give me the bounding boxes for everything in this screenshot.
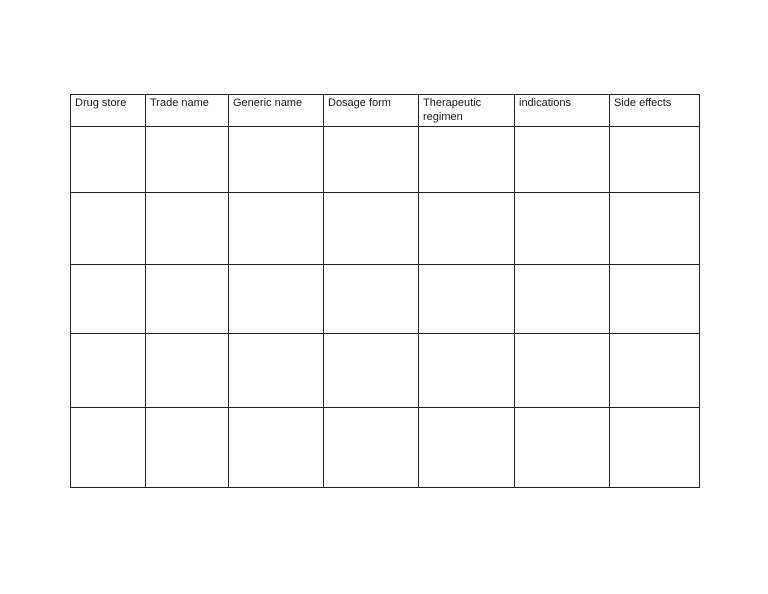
- table-cell[interactable]: [71, 408, 146, 488]
- table-cell[interactable]: [515, 334, 610, 408]
- table-cell[interactable]: [515, 127, 610, 193]
- table-cell[interactable]: [229, 193, 324, 265]
- header-generic-name: Generic name: [229, 95, 324, 127]
- table-cell[interactable]: [324, 127, 419, 193]
- table-cell[interactable]: [146, 127, 229, 193]
- table-cell[interactable]: [146, 265, 229, 334]
- table-cell[interactable]: [146, 193, 229, 265]
- table-row: [71, 127, 700, 193]
- table-row: [71, 334, 700, 408]
- table-row: [71, 408, 700, 488]
- table-cell[interactable]: [71, 265, 146, 334]
- table-header-row: [71, 95, 700, 127]
- table-cell[interactable]: [419, 193, 515, 265]
- table-cell[interactable]: [324, 193, 419, 265]
- table-cell[interactable]: [71, 127, 146, 193]
- table-row: [71, 265, 700, 334]
- table-cell[interactable]: [324, 408, 419, 488]
- table-cell[interactable]: [229, 127, 324, 193]
- table-cell[interactable]: [229, 265, 324, 334]
- table-cell[interactable]: [419, 265, 515, 334]
- header-trade-name: Trade name: [146, 95, 229, 127]
- table-cell[interactable]: [229, 408, 324, 488]
- table-cell[interactable]: [610, 193, 700, 265]
- table-cell[interactable]: [610, 408, 700, 488]
- table-cell[interactable]: [324, 265, 419, 334]
- header-indications: indications: [515, 95, 610, 127]
- table-cell[interactable]: [71, 193, 146, 265]
- table-cell[interactable]: [146, 334, 229, 408]
- table-row: [71, 193, 700, 265]
- drug-info-table: [70, 94, 700, 488]
- table-cell[interactable]: [515, 193, 610, 265]
- table-cell[interactable]: [419, 334, 515, 408]
- header-therapeutic-regimen: Therapeutic regimen: [419, 95, 515, 127]
- header-dosage-form: Dosage form: [324, 95, 419, 127]
- header-drug-store: Drug store: [71, 95, 146, 127]
- table-cell[interactable]: [419, 408, 515, 488]
- table-cell[interactable]: [419, 127, 515, 193]
- table-cell[interactable]: [146, 408, 229, 488]
- table-cell[interactable]: [610, 127, 700, 193]
- table-cell[interactable]: [610, 265, 700, 334]
- table-cell[interactable]: [71, 334, 146, 408]
- table-cell[interactable]: [515, 408, 610, 488]
- table-cell[interactable]: [229, 334, 324, 408]
- table-cell[interactable]: [515, 265, 610, 334]
- table-cell[interactable]: [324, 334, 419, 408]
- header-side-effects: Side effects: [610, 95, 700, 127]
- table-cell[interactable]: [610, 334, 700, 408]
